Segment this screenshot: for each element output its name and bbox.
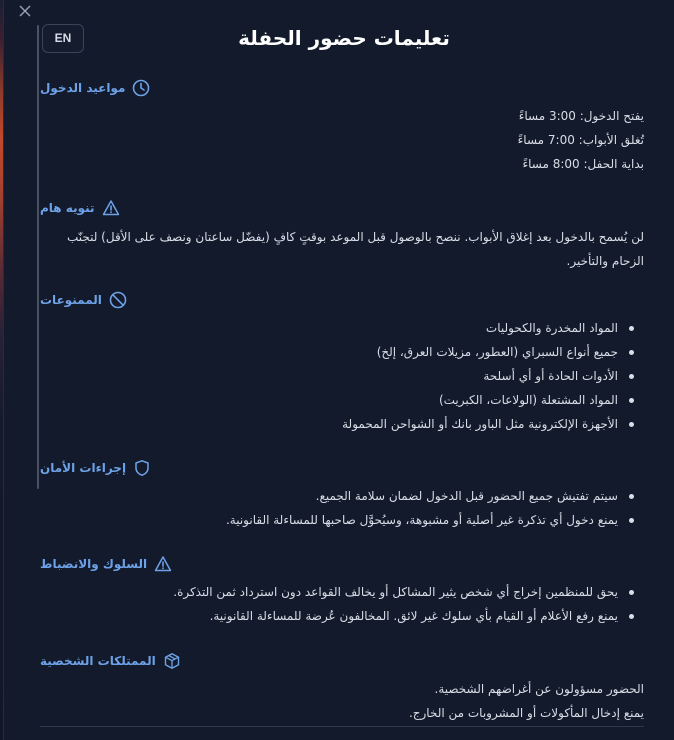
belongings-line: يمنع إدخال المأكولات أو المشروبات من الخارج. (408, 706, 644, 720)
security-list (40, 484, 644, 532)
prohibited-icon (109, 291, 127, 309)
list-item: المواد المخدرة والكحوليات (40, 316, 628, 340)
list-item: الأجهزة الإلكترونية مثل الباور بانك أو الشواحن المحمولة (40, 412, 628, 436)
list-item: الأدوات الحادة أو أي أسلحة (40, 364, 628, 388)
section-belongings-heading (40, 651, 181, 671)
notice-paragraph: لن يُسمح بالدخول بعد إغلاق الأبواب. ننصح بالوصول قبل الموعد بوقتٍ كافٍ (يفضّل ساعتان ونصف على الأقل) لتجنّب الزحام والتأخير. (66, 230, 644, 268)
warning-icon (154, 555, 172, 573)
entry-time-line: بداية الحفل: 8:00 مساءً (522, 157, 644, 171)
entry-times-list (40, 104, 644, 176)
section-heading: الممتلكات الشخصية (40, 654, 156, 668)
warning-icon (102, 199, 120, 217)
conduct-list (40, 580, 644, 628)
section-heading: مواعيد الدخول (40, 81, 126, 95)
section-entry-times-heading (40, 78, 150, 98)
notice-text (40, 225, 644, 273)
entry-time-line: يفتح الدخول: 3:00 مساءً (518, 109, 644, 123)
shield-icon (133, 459, 151, 477)
belongings-line: الحضور مسؤولون عن أغراضهم الشخصية. (434, 682, 644, 696)
section-conduct-heading (40, 554, 172, 574)
language-toggle-button[interactable]: EN (42, 24, 84, 53)
footer-divider (40, 726, 644, 727)
section-notice-heading (40, 198, 120, 218)
list-item: جميع أنواع السبراي (العطور، مزيلات العرق، إلخ) (40, 340, 628, 364)
belongings-text (40, 677, 644, 725)
list-item: سيتم تفتيش جميع الحضور قبل الدخول لضمان سلامة الجميع. (40, 484, 628, 508)
section-security-heading (40, 458, 151, 478)
list-item: يمنع دخول أي تذكرة غير أصلية أو مشبوهة، وسيُحوَّل صاحبها للمساءلة القانونية. (40, 508, 628, 532)
close-button[interactable] (18, 3, 32, 19)
package-icon (163, 652, 181, 670)
prohibited-list (40, 316, 644, 436)
clock-icon (132, 79, 150, 97)
section-heading: الممنوعات (40, 293, 102, 307)
scrollbar-thumb[interactable] (37, 25, 39, 489)
entry-time-line: تُغلق الأبواب: 7:00 مساءً (517, 133, 644, 147)
list-item: يمنع رفع الأعلام أو القيام بأي سلوك غير لائق. المخالفون عُرضة للمساءلة القانونية. (40, 604, 628, 628)
section-heading: إجراءات الأمان (40, 461, 127, 475)
modal-title: تعليمات حضور الحفلة (238, 26, 450, 50)
section-prohibited-heading (40, 290, 127, 310)
close-icon (19, 5, 31, 17)
list-item: المواد المشتعلة (الولاعات، الكبريت) (40, 388, 628, 412)
section-heading: السلوك والانضباط (40, 557, 148, 571)
instructions-modal (3, 0, 674, 740)
section-heading: تنويه هام (40, 201, 95, 215)
list-item: يحق للمنظمين إخراج أي شخص يثير المشاكل أو يخالف القواعد دون استرداد ثمن التذكرة. (40, 580, 628, 604)
